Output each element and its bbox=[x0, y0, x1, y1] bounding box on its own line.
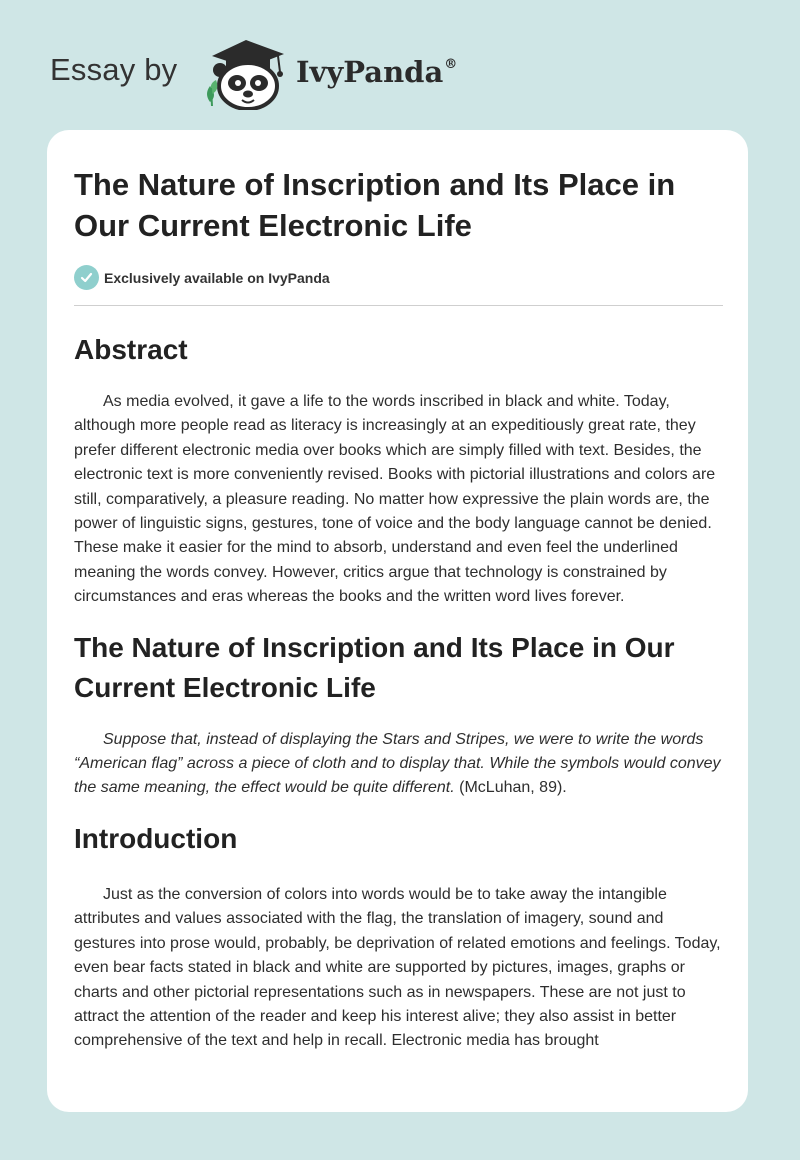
quote-citation: (McLuhan, 89). bbox=[454, 779, 567, 797]
essay-by-label: Essay by bbox=[50, 52, 178, 87]
brand-name[interactable] bbox=[296, 55, 457, 89]
abstract-paragraph: As media evolved, it gave a life to the words inscribed in black and white. Today, although more people read as literacy is increasingly at an expeditiously great rate, they prefer different electronic media over books which are simply filled with text. Besides, the electronic text is more conveniently revised. Books with pictorial illustrations and colors are still, comparatively, a pleasure reading. No matter how expressive the plain words are, the power of linguistic signs, gestures, tone of voice and the body language cannot be denied. These make it easier for the mind to absorb, understand and even feel the underlined meaning the words convey. However, critics argue that technology is constrained by circumstances and eras whereas the books and the written word lives forever. bbox=[74, 393, 716, 606]
essay-title: The Nature of Inscription and Its Place in Our Current Electronic Life bbox=[74, 167, 676, 243]
abstract-heading: Abstract bbox=[74, 334, 188, 365]
badge-label: Exclusively available on IvyPanda bbox=[104, 269, 330, 286]
essay-card bbox=[47, 130, 748, 1112]
introduction-heading: Introduction bbox=[74, 822, 238, 854]
checkmark-icon bbox=[74, 265, 99, 290]
exclusive-badge bbox=[74, 265, 723, 290]
essay-content bbox=[74, 130, 723, 1054]
panda-graduate-logo-icon[interactable] bbox=[198, 36, 298, 110]
brand-text: IvyPanda bbox=[296, 55, 444, 89]
quote-text: Suppose that, instead of displaying the Stars and Stripes, we were to write the words “American flag” across a piece of cloth and to display that. While the symbols would convey the same meaning, the effect would be quite different. bbox=[74, 730, 721, 797]
divider bbox=[74, 305, 723, 306]
quote-paragraph bbox=[74, 728, 723, 801]
section-heading: The Nature of Inscription and Its Place in Our Current Electronic Life bbox=[74, 631, 675, 703]
introduction-paragraph: Just as the conversion of colors into words would be to take away the intangible attributes and values associated with the flag, the translation of imagery, sound and gestures into prose would, probably, be deprivation of related emotions and feelings. Today, even bear facts stated in black and white are supported by pictures, images, graphs or charts and other pictorial representations such as in newspapers. These are not just to attract the attention of the reader and keep his interest alive; they also assist in better comprehensive of the text and help in recall. Electronic media has brought bbox=[74, 885, 721, 1050]
site-header bbox=[0, 0, 800, 130]
registered-mark: ® bbox=[444, 57, 458, 72]
